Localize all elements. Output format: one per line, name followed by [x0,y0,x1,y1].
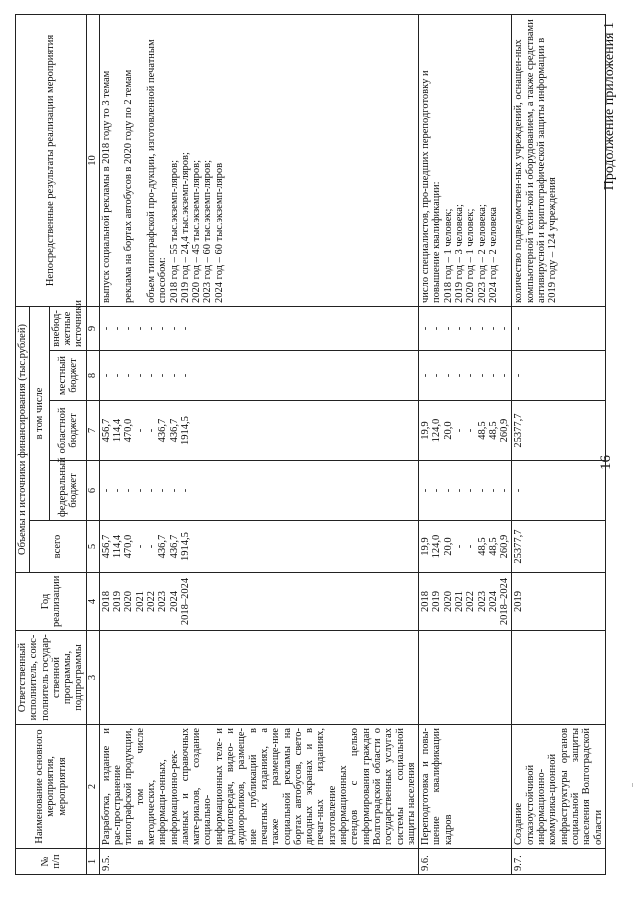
funding-local-value: - [123,373,135,378]
funding-regional-value: 124,0 [431,418,443,443]
funding-total-value: 436,7 [168,534,180,559]
implementation-year-value: 2018 [100,591,112,612]
implementation-year-value: 2021 [134,591,146,612]
funding-offbudget-value: - [145,326,157,331]
funding-regional-value: - [134,428,146,433]
funding-local-value: - [157,373,169,378]
funding-regional-value: 25377,7 [513,413,525,448]
implementation-year-value: 2022 [145,591,157,612]
funding-local-value: - [465,373,477,378]
implementation-year-value: 2019 [431,591,443,612]
funding-federal-value: - [442,488,454,493]
row-number: 9.6. [419,849,512,875]
funding-regional-value: - [145,428,157,433]
header-name: Наименование основного мероприятия, мероприятия [16,725,87,849]
program-activities-table [15,14,606,875]
funding-offbudget-value: - [476,326,488,331]
header-including: в том числе [30,306,50,520]
funding-local-value: - [453,373,465,378]
implementation-year [419,573,512,631]
implementation-year-value: 2023 [157,591,169,612]
funding-offbudget-value: - [465,326,477,331]
funding-regional-value: 260,9 [499,418,511,443]
col-number: 6 [86,461,99,521]
funding-total-value: 1914,5 [179,532,191,561]
funding-federal [512,461,605,521]
funding-local-value: - [168,373,180,378]
funding-regional [512,401,605,461]
funding-federal-value: - [145,488,157,493]
funding-federal-value: - [112,488,124,493]
activity-name: Переподготовка и повы-шение квалификации кадров [419,725,512,849]
funding-offbudget-value: - [112,326,124,331]
funding-regional-value: 1914,5 [179,416,191,445]
funding-total-value: - [465,544,477,549]
funding-offbudget-value: - [168,326,180,331]
col-number: 5 [86,521,99,573]
funding-local-value: - [431,373,443,378]
implementation-year-value: 2020 [442,591,454,612]
funding-regional-value: - [453,428,465,433]
funding-federal-value: - [513,488,525,493]
funding-regional-value: 456,7 [100,418,112,443]
implementation-year-value: 2018 [420,591,432,612]
funding-offbudget-value: - [420,326,432,331]
funding-total-value: 124,0 [431,534,443,559]
col-number: 3 [86,631,99,725]
col-number: 4 [86,573,99,631]
column-numbers-row [86,14,99,874]
header-federal: федеральный бюджет [49,461,86,521]
header-row-1 [16,14,30,874]
funding-offbudget-value: - [487,326,499,331]
header-year: Год реализации [16,573,87,631]
direct-result: выпуск социальной рекламы в 2018 году то 3 темам реклама на бортах автобусов в 2020 году по 2 темам объем типографской про-дукции, изготовленной печатным способом: 2018 год – 55 тыс.экземп-ляров; 2019 год – 24,4 тыс.экземп-ляров; 2020 год – 45 тыс.экземп-ляров; 2023 год – 60 тыс.экземп-ляров; 2024 год – 60 тыс.экземп-ляров [99,14,418,306]
funding-offbudget [419,306,512,350]
funding-total-value: 48,5 [487,537,499,556]
funding-offbudget-value: - [179,326,191,331]
table-row [419,14,512,874]
implementation-year-value: 2019 [112,591,124,612]
col-number: 9 [86,306,99,350]
funding-total [99,521,418,573]
funding-regional-value: 436,7 [168,418,180,443]
direct-result: количество подведомствен-ных учреждений, оснащен-ных компьютерной техни-кой и оборудованием, а также средствами антивирусной и криптографической защиты информации в 2019 году – 124 учреждения [512,14,605,306]
funding-local-value: - [487,373,499,378]
col-number: 10 [86,14,99,306]
funding-local-value: - [513,373,525,378]
funding-federal-value: - [453,488,465,493]
funding-regional-value: 19,9 [420,421,432,440]
funding-local-value: - [420,373,432,378]
funding-regional-value: 436,7 [157,418,169,443]
funding-local-value: - [145,373,157,378]
funding-regional-value: 48,5 [476,421,488,440]
funding-federal-value: - [431,488,443,493]
funding-federal-value: - [168,488,180,493]
col-number: 2 [86,725,99,849]
funding-local [512,351,605,401]
funding-federal [419,461,512,521]
header-local: местный бюджет [49,351,86,401]
implementation-year-value: 2018–2024 [179,577,191,626]
implementation-year [99,573,418,631]
header-responsible: Ответственный исполнитель, соис-полнитель государ-ственной программы, подпрограммы [16,631,87,725]
implementation-year-value: 2018–2024 [499,577,511,626]
funding-offbudget [512,306,605,350]
funding-federal-value: - [179,488,191,493]
activity-name: Создание отказоустойчивой информационно-коммуника-ционной инфраструктуры органов социальной защиты населения Волгоградской области [512,725,605,849]
funding-federal [99,461,418,521]
header-offbudget: внебюд-жетные источники [49,306,86,350]
funding-regional-value: 48,5 [487,421,499,440]
funding-offbudget-value: - [134,326,146,331]
funding-offbudget [99,306,418,350]
funding-total-value: 19,9 [420,537,432,556]
header-funding: Объемы и источники финансирования (тыс.рублей) [16,306,30,572]
funding-offbudget-value: - [453,326,465,331]
funding-regional [99,401,418,461]
implementation-year-value: 2024 [168,591,180,612]
funding-local-value: - [179,373,191,378]
funding-federal-value: - [465,488,477,493]
funding-federal-value: - [157,488,169,493]
implementation-year-value: 2024 [487,591,499,612]
funding-local-value: - [499,373,511,378]
header-regional: областной бюджет [49,401,86,461]
direct-result: число специалистов, про-шедших переподготовку и повышение квалификации: 2018 год – 1 человек; 2019 год – 3 человека; 2020 год – 1 человек; 2023 год – 2 человека; 2024 год – 2 человека [419,14,512,306]
funding-federal-value: - [487,488,499,493]
funding-federal-value: - [476,488,488,493]
funding-total [419,521,512,573]
funding-federal-value: - [123,488,135,493]
funding-total-value: - [453,544,465,549]
funding-regional [419,401,512,461]
funding-total-value: 436,7 [157,534,169,559]
col-number: 7 [86,401,99,461]
row-number: 9.5. [99,849,418,875]
funding-total-value: 48,5 [476,537,488,556]
responsible-executor [419,631,512,725]
funding-total [512,521,605,573]
header-total: всего [30,521,86,573]
funding-federal-value: - [420,488,432,493]
funding-local-value: - [134,373,146,378]
funding-regional-value: 470,0 [123,418,135,443]
header-num: № п/п [16,849,87,875]
responsible-executor [512,631,605,725]
funding-local [419,351,512,401]
activity-name: Разработка, издание и рас-пространение типографской продукции, в том числе методических, информаци-онных, информационно-рек-ламных и справочных мате-риалов, создание социально-информационных теле- и радиопередач, видео- и аудиороликов, размеще-ние публикаций в печатных изданиях, а также размеще-ние социальной рекламы на бортах автобусов, свето-диодных экранах и в печат-ных изданиях, изготовление информационных стендов с целью информирования граждан Волгоградской области о государственных услугах системы социальной защиты населения [99,725,418,849]
funding-total-value: 114,4 [112,534,124,559]
funding-federal-value: - [134,488,146,493]
funding-offbudget-value: - [123,326,135,331]
funding-offbudget-value: - [513,326,525,331]
implementation-year-value: 2023 [476,591,488,612]
implementation-year [512,573,605,631]
funding-regional-value: - [465,428,477,433]
funding-total-value: 456,7 [100,534,112,559]
row-number: 9.7. [512,849,605,875]
funding-federal-value: - [100,488,112,493]
implementation-year-value: 2022 [465,591,477,612]
funding-local-value: - [476,373,488,378]
funding-total-value: - [134,544,146,549]
activity-rows [99,14,605,874]
funding-offbudget-value: - [100,326,112,331]
implementation-year-value: 2021 [453,591,465,612]
funding-regional-value: 20,0 [442,421,454,440]
scan-artifact [632,783,633,787]
implementation-year-value: 2020 [123,591,135,612]
implementation-year-value: 2019 [513,591,525,612]
col-number: 8 [86,351,99,401]
page-number: 16 [598,455,614,470]
funding-local-value: - [100,373,112,378]
funding-offbudget-value: - [499,326,511,331]
funding-local-value: - [112,373,124,378]
responsible-executor [99,631,418,725]
funding-regional-value: 114,4 [112,418,124,443]
col-number: 1 [86,849,99,875]
funding-total-value: - [145,544,157,549]
funding-total-value: 260,9 [499,534,511,559]
funding-offbudget-value: - [157,326,169,331]
table-row [512,14,605,874]
funding-federal-value: - [499,488,511,493]
funding-local-value: - [442,373,454,378]
funding-local [99,351,418,401]
funding-total-value: 20,0 [442,537,454,556]
funding-offbudget-value: - [442,326,454,331]
funding-total-value: 470,0 [123,534,135,559]
appendix-continuation-note: Продолжение приложения 1 [602,22,617,191]
table-row [99,14,418,874]
funding-offbudget-value: - [431,326,443,331]
header-result: Непосредственные результаты реализации мероприятия [16,14,87,306]
funding-total-value: 25377,7 [513,529,525,564]
